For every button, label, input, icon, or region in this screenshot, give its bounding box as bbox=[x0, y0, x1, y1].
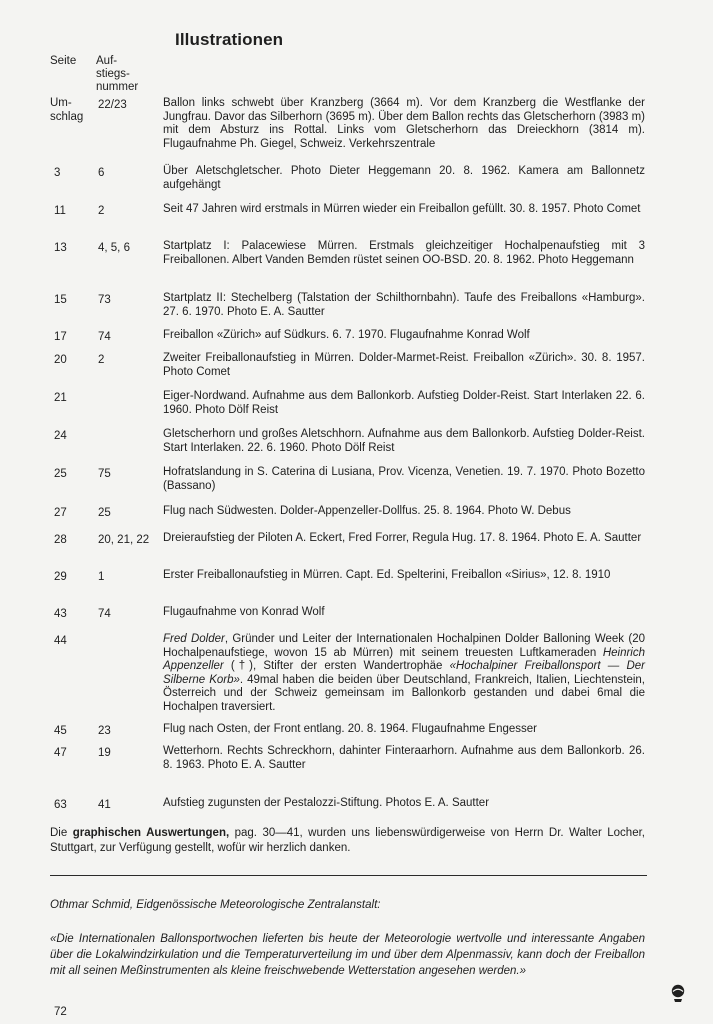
entry-aufstiegsnummer: 6 bbox=[98, 167, 105, 179]
thanks-prefix: Die bbox=[50, 827, 73, 839]
entry-caption: Freiballon «Zürich» auf Südkurs. 6. 7. 1970. Flugaufnahme Konrad Wolf bbox=[163, 329, 530, 341]
entry-seite: 3 bbox=[54, 167, 61, 179]
entry-caption: Startplatz II: Stechelberg (Talstation der Schilthornbahn). Taufe des Freiballons «Hamburg». 27. 6. 1970. Photo E. A. Sautter bbox=[163, 292, 645, 318]
entry-caption: Wetterhorn. Rechts Schreckhorn, dahinter Finteraarhorn. Aufnahme aus dem Ballonkorb. 26. 8. 1963. Photo E. A. Sautter bbox=[163, 745, 645, 771]
entry-aufstiegsnummer: 41 bbox=[98, 799, 111, 811]
caption-text: (†), Stifter der ersten Wandertrophäe bbox=[223, 660, 450, 672]
entry-seite: 63 bbox=[54, 799, 67, 811]
entry-seite: 43 bbox=[54, 608, 67, 620]
entry-aufstiegsnummer: 2 bbox=[98, 354, 105, 366]
entry-seite: 28 bbox=[54, 534, 67, 546]
page-number: 72 bbox=[54, 1006, 67, 1018]
entry-caption: Über Aletschgletscher. Photo Dieter Heggemann 20. 8. 1962. Kamera am Ballonnetz aufgehängt bbox=[163, 165, 645, 191]
entry-seite: 25 bbox=[54, 468, 67, 480]
entry-seite: 13 bbox=[54, 242, 67, 254]
entry-seite: 17 bbox=[54, 331, 67, 343]
entry-aufstiegsnummer: 74 bbox=[98, 608, 111, 620]
thanks-bold: graphischen Auswertungen, bbox=[72, 827, 230, 839]
caption-italic: Fred Dolder bbox=[163, 633, 225, 645]
entry-caption: Flug nach Südwesten. Dolder-Appenzeller-Dollfus. 25. 8. 1964. Photo W. Debus bbox=[163, 505, 571, 517]
column-header-aufstiegsnummer: Auf- stiegs- nummer bbox=[96, 55, 139, 93]
caption-italic: Heinrich Appenzeller bbox=[163, 646, 645, 672]
entry-aufstiegsnummer: 74 bbox=[98, 331, 111, 343]
entry-seite: 15 bbox=[54, 294, 67, 306]
entry-caption: Zweiter Freiballonaufstieg in Mürren. Dolder-Marmet-Reist. Freiballon «Zürich». 30. 8. 1957. Photo Comet bbox=[163, 352, 645, 378]
entry-caption: Eiger-Nordwand. Aufnahme aus dem Ballonkorb. Aufstieg Dolder-Reist. Start Interlaken 22. 6. 1960. Photo Dölf Reist bbox=[163, 390, 645, 416]
entry-caption: Gletscherhorn und großes Aletschhorn. Aufnahme aus dem Ballonkorb. Aufstieg Dolder-Reist. Start Interlaken. 22. 6. 1960. Photo Dölf Reist bbox=[163, 428, 645, 454]
entry-aufstiegsnummer: 75 bbox=[98, 468, 111, 480]
entry-caption: Ballon links schwebt über Kranzberg (3664 m). Vor dem Kranzberg die Westflanke der Jungfrau. Davor das Silberhorn (3695 m). Über dem Ballon rechts das Gletscherhorn (3983 m) mit dem Absturz ins Rottal. Links vom Gletscherhorn das Dreieckhorn (3814 m). Flugaufnahme Ph. Giegel, Schweiz. Verkehrszentrale bbox=[163, 97, 645, 150]
entry-seite: 21 bbox=[54, 392, 67, 404]
divider-line bbox=[50, 875, 647, 876]
entry-seite: 27 bbox=[54, 507, 67, 519]
entry-seite: 20 bbox=[54, 354, 67, 366]
entry-aufstiegsnummer: 4, 5, 6 bbox=[98, 242, 130, 254]
entry-caption: Hofratslandung in S. Caterina di Lusiana, Prov. Vicenza, Venetien. 19. 7. 1970. Photo Bozetto (Bassano) bbox=[163, 466, 645, 492]
quote-text: «Die Internationalen Ballonsportwochen lieferten bis heute der Meteorologie wertvolle und interessante Angaben über die Lokalwindzirkulation und die Temperaturverteilung im und über dem Alpenmassiv, kann doch der Freiballon mit all seinen Meßinstrumenten als kleine freischwebende Wetterstation angesehen werden.» bbox=[50, 933, 645, 977]
entry-caption: Flug nach Osten, der Front entlang. 20. 8. 1964. Flugaufnahme Engesser bbox=[163, 723, 537, 735]
entry-seite: 44 bbox=[54, 635, 67, 647]
entry-caption: Startplatz I: Palacewiese Mürren. Erstmals gleichzeitiger Hochalpenaufstieg mit 3 Freiballonen. Albert Vanden Bemden rüstet seinen OO-BSD. 20. 8. 1962. Photo Heggemann bbox=[163, 240, 645, 266]
entry-seite: 45 bbox=[54, 725, 67, 737]
acknowledgement-paragraph bbox=[50, 826, 645, 856]
entry-aufstiegsnummer: 22/23 bbox=[98, 99, 127, 111]
page-title: Illustrationen bbox=[175, 30, 284, 49]
entry-aufstiegsnummer: 23 bbox=[98, 725, 111, 737]
entry-caption: Seit 47 Jahren wird erstmals in Mürren wieder ein Freiballon gefüllt. 30. 8. 1957. Photo Comet bbox=[163, 203, 641, 215]
quote-author: Othmar Schmid, Eidgenössische Meteorologische Zentralanstalt: bbox=[50, 899, 381, 911]
entry-aufstiegsnummer: 73 bbox=[98, 294, 111, 306]
entry-seite: 24 bbox=[54, 430, 67, 442]
entry-caption: Aufstieg zugunsten der Pestalozzi-Stiftung. Photos E. A. Sautter bbox=[163, 797, 490, 809]
publisher-logo-icon bbox=[669, 983, 687, 1003]
thanks-rest: pag. 30—41, wurden uns liebenswürdigerweise von Herrn Dr. Walter Locher, Stuttgart, zur Verfügung gestellt, wofür wir herzlich danken. bbox=[50, 827, 645, 854]
caption-text: . 49mal haben die beiden über Deutschland, Frankreich, Italien, Liechtenstein, Österreich und der Schweiz gemeinsam im Ballonkorb gestanden und dabei 6mal die Hochalpen traversiert. bbox=[163, 673, 645, 713]
entry-aufstiegsnummer: 25 bbox=[98, 507, 111, 519]
entry-caption bbox=[163, 633, 645, 714]
entry-aufstiegsnummer: 1 bbox=[98, 571, 105, 583]
entry-caption: Flugaufnahme von Konrad Wolf bbox=[163, 606, 325, 618]
umschlag-label: Um- schlag bbox=[50, 97, 84, 123]
entry-seite: 11 bbox=[54, 205, 66, 217]
entry-caption: Dreieraufstieg der Piloten A. Eckert, Fred Forrer, Regula Hug. 17. 8. 1964. Photo E. A. Sautter bbox=[163, 532, 642, 544]
entry-aufstiegsnummer: 19 bbox=[98, 747, 111, 759]
entry-seite: 29 bbox=[54, 571, 67, 583]
column-header-seite: Seite bbox=[50, 55, 77, 67]
caption-text: , Gründer und Leiter der Internationalen Hochalpinen Dolder Balloning Week (20 Hochalpenaufstiege, wovon 15 ab Mürren) mit seinem treuesten Luftkameraden bbox=[163, 633, 645, 659]
caption-italic: «Hochalpiner Freiballonsport — Der Silberne Korb» bbox=[163, 660, 645, 686]
entry-aufstiegsnummer: 20, 21, 22 bbox=[98, 534, 150, 546]
entry-seite: 47 bbox=[54, 747, 67, 759]
entry-aufstiegsnummer: 2 bbox=[98, 205, 105, 217]
entry-caption: Erster Freiballonaufstieg in Mürren. Capt. Ed. Spelterini, Freiballon «Sirius», 12. 8. 1910 bbox=[163, 569, 611, 581]
